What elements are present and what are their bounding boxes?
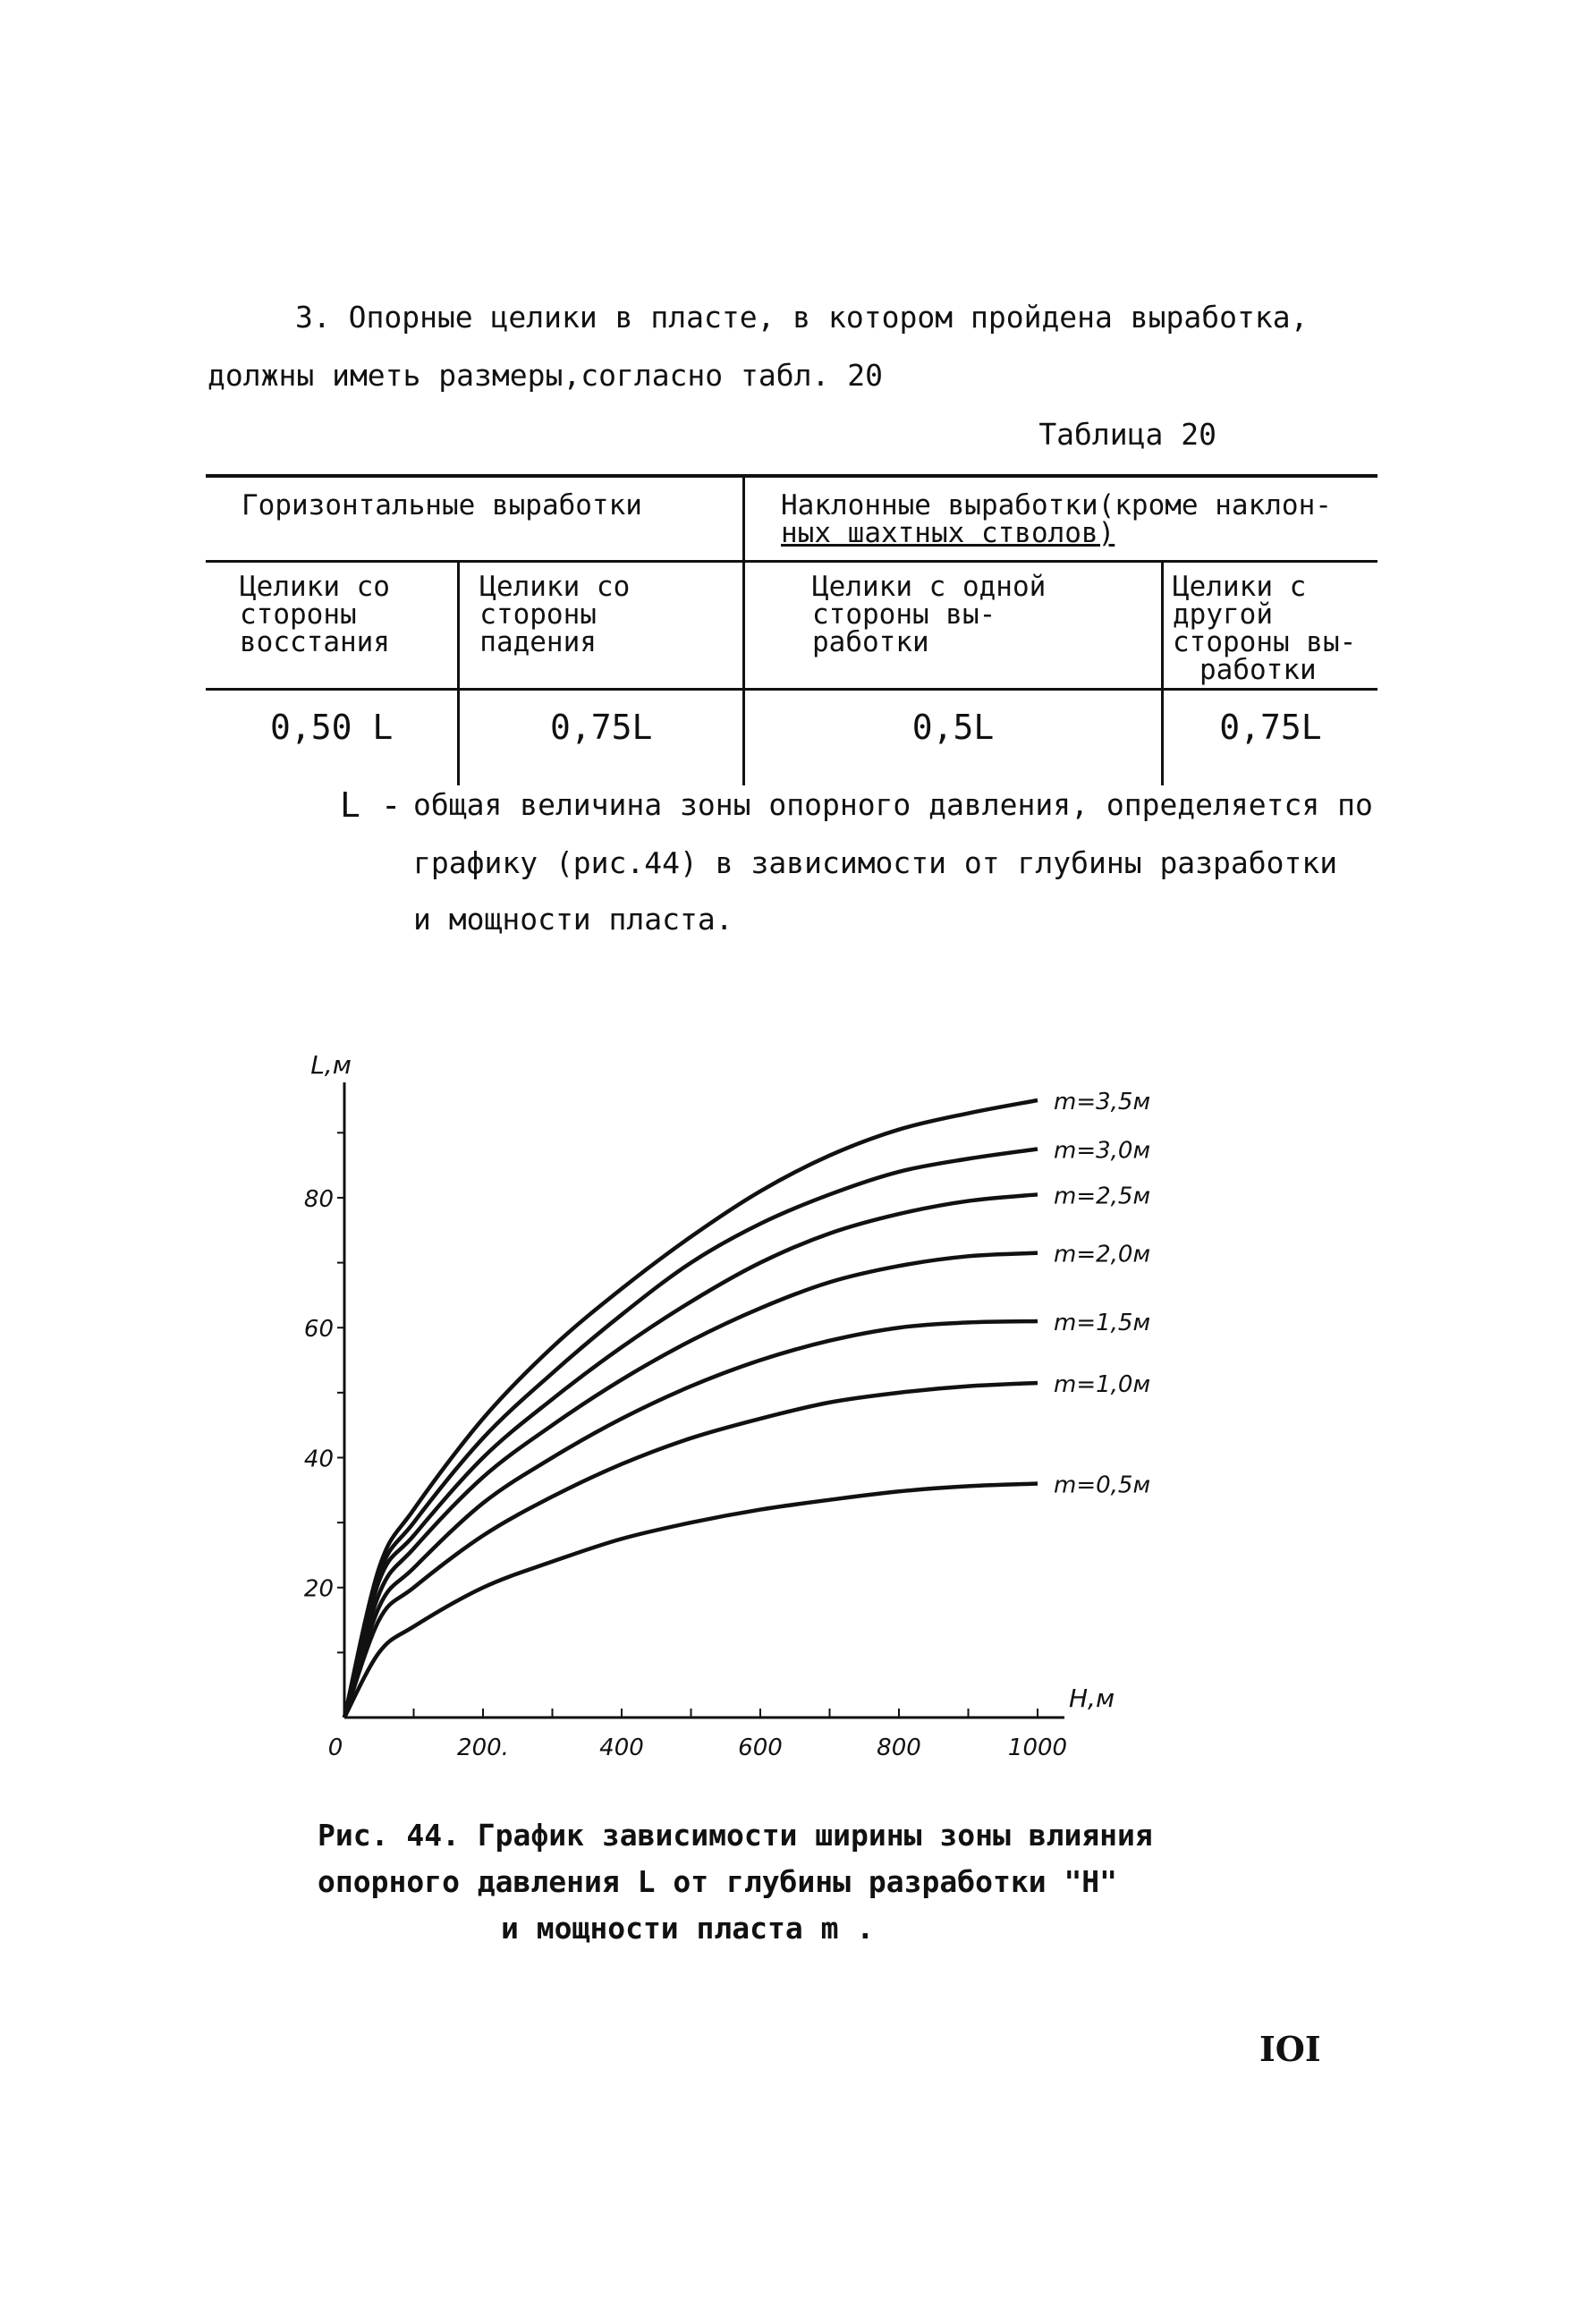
table-subheader-3 — [744, 562, 1163, 690]
series-label: m=3,0м — [1054, 1137, 1151, 1165]
series-line-2 — [344, 1383, 1038, 1718]
table-value-3: 0,5L — [744, 690, 1163, 786]
subheader-text: стороны — [479, 598, 597, 631]
table-group-header-inclined — [744, 476, 1378, 562]
series-label: m=1,5м — [1054, 1309, 1151, 1336]
table-subheader-2 — [459, 562, 744, 690]
y-tick-label: 20 — [303, 1575, 334, 1603]
x-axis-label: H,м — [1069, 1684, 1115, 1713]
chart-series — [344, 1100, 1038, 1718]
series-label: m=2,0м — [1054, 1241, 1151, 1268]
subheader-text: падения — [479, 626, 597, 658]
page-number: IOI — [1259, 2029, 1321, 2069]
figure-caption-line-3: и мощности пласта m . — [501, 1911, 875, 1946]
group-header-line-1: Наклонные выработки(кроме наклон- — [781, 489, 1332, 522]
x-tick-label: 0 — [327, 1735, 343, 1761]
series-line-1 — [344, 1484, 1038, 1718]
table-value-2: 0,75L — [459, 690, 744, 786]
table-group-header-horizontal — [206, 476, 744, 562]
x-tick-label: 800 — [877, 1735, 921, 1761]
figure-caption-line-1: Рис. 44. График зависимости ширины зоны влияния — [318, 1818, 1153, 1853]
x-tick-label: 400 — [599, 1735, 644, 1761]
series-line-5 — [344, 1194, 1038, 1718]
definition-line-3: и мощности пласта. — [413, 902, 733, 937]
y-tick-label: 40 — [303, 1446, 334, 1473]
subheader-text: стороны вы- — [1173, 626, 1357, 658]
group-header-line-2: ных шахтных стволов) — [781, 517, 1115, 549]
subheader-text: Целики с одной — [812, 571, 1047, 603]
series-label: m=0,5м — [1054, 1472, 1151, 1499]
figure-caption-line-2: опорного давления L от глубины разработки "H" — [318, 1864, 1118, 1899]
table-20 — [206, 474, 1377, 785]
series-line-3 — [344, 1321, 1038, 1718]
subheader-text: работки — [812, 626, 929, 658]
definition-line-2: графику (рис.44) в зависимости от глубины разработки — [413, 845, 1338, 880]
paragraph-line-2: должны иметь размеры,согласно табл. 20 — [208, 358, 883, 393]
series-line-7 — [344, 1100, 1038, 1718]
table-subheader-4 — [1163, 562, 1378, 690]
group-header-text: Горизонтальные выработки — [242, 489, 642, 522]
subheader-text: работки — [1199, 654, 1317, 686]
paragraph-line-1: 3. Опорные целики в пласте, в котором пройдена выработка, — [295, 300, 1309, 335]
subheader-text: Целики со — [479, 571, 631, 603]
table-value-1: 0,50 L — [270, 708, 394, 747]
subheader-text: Целики со — [240, 571, 390, 603]
table-caption: Таблица 20 — [1038, 417, 1216, 452]
subheader-text: стороны вы- — [812, 598, 996, 631]
series-label: m=1,0м — [1054, 1370, 1151, 1398]
y-tick-label: 80 — [303, 1185, 334, 1213]
x-tick-label: 200. — [457, 1735, 509, 1761]
subheader-text: стороны — [240, 598, 357, 631]
series-label: m=3,5м — [1054, 1089, 1151, 1115]
y-axis-label: L,м — [310, 1050, 352, 1080]
definition-symbol: L - — [340, 785, 402, 825]
chart-axes — [337, 1082, 1064, 1718]
table-value-4: 0,75L — [1163, 690, 1378, 786]
definition-line-1: общая величина зоны опорного давления, определяется по — [413, 787, 1373, 822]
series-label: m=2,5м — [1054, 1183, 1151, 1210]
chart-labels — [304, 1050, 1150, 1761]
subheader-text: восстания — [240, 626, 390, 658]
x-tick-label: 600 — [738, 1735, 783, 1761]
x-tick-label: 1000 — [1007, 1735, 1068, 1761]
table-subheader-1 — [206, 562, 459, 690]
subheader-text: Целики с другой — [1173, 571, 1307, 631]
figure-44-chart — [268, 1011, 1252, 1762]
y-tick-label: 60 — [303, 1316, 334, 1344]
